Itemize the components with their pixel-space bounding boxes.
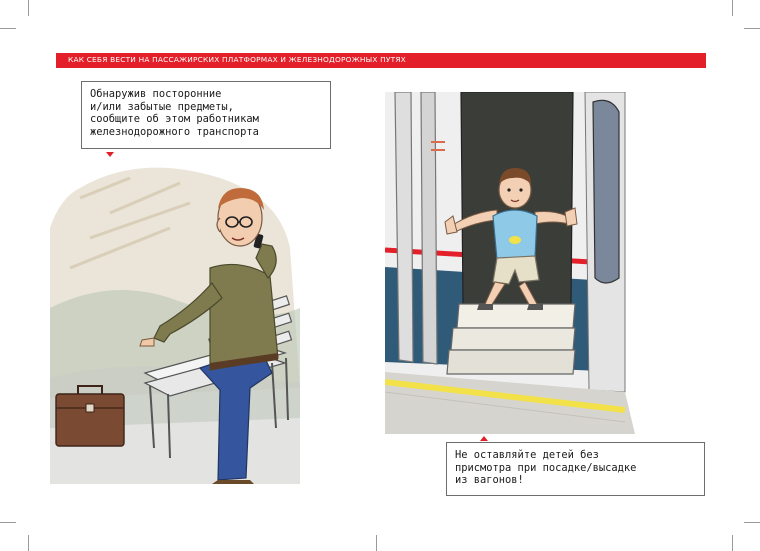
crop-mark	[376, 535, 377, 551]
crop-mark	[744, 28, 760, 29]
illustration-man-on-bench	[50, 158, 300, 484]
caption-line: присмотра при посадке/высадке	[455, 461, 637, 474]
crop-mark	[744, 522, 760, 523]
illustration-child-in-train-door	[385, 92, 635, 434]
crop-mark	[732, 0, 733, 16]
crop-mark	[0, 522, 16, 523]
crop-mark	[28, 0, 29, 16]
caption-box-left	[81, 81, 331, 149]
caption-line: Не оставляйте детей без	[455, 449, 599, 461]
crop-mark	[28, 535, 29, 551]
crop-mark	[0, 28, 16, 29]
caption-line: из вагонов!	[455, 474, 524, 487]
briefcase-icon	[56, 386, 124, 446]
section-title: КАК СЕБЯ ВЕСТИ НА ПАССАЖИРСКИХ ПЛАТФОРМАХ И ЖЕЛЕЗНОДОРОЖНЫХ ПУТЯХ	[68, 55, 406, 64]
caption-box-right	[446, 442, 705, 496]
caption-line: железнодорожного транспорта	[90, 125, 259, 138]
caption-pointer-right	[480, 436, 488, 441]
caption-line: сообщите об этом работникам	[90, 113, 259, 126]
section-banner	[56, 53, 706, 68]
crop-mark	[732, 535, 733, 551]
caption-line: Обнаружив посторонние	[90, 88, 222, 100]
caption-line: и/или забытые предметы,	[90, 100, 234, 113]
caption-pointer-left	[106, 152, 114, 157]
